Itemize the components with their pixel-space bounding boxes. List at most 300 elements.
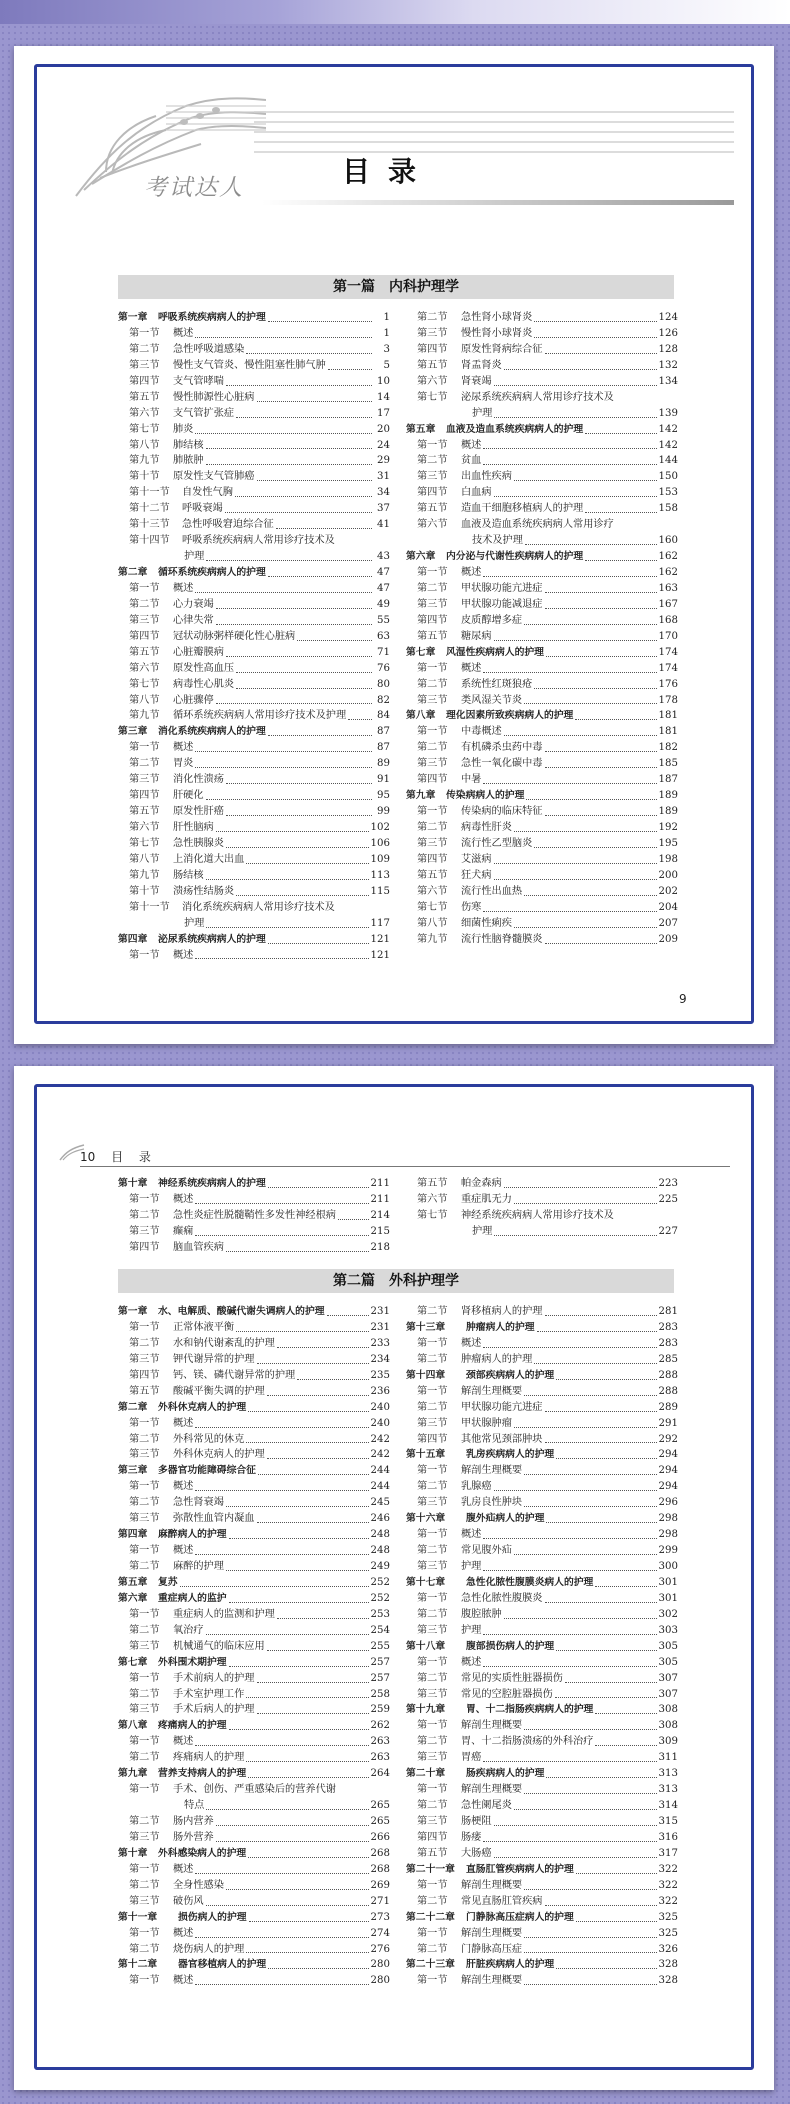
toc-entry-label: 第一节 [129, 1975, 160, 1987]
toc-entry-label: 第三节 [129, 774, 160, 786]
dot-leader [524, 1942, 656, 1954]
toc-entry-label: 第二章 [118, 567, 148, 578]
toc-entry-label: 第七节 [129, 678, 160, 690]
toc-section-entry[interactable] [118, 358, 390, 374]
dot-leader [246, 1687, 368, 1699]
toc-section-entry[interactable] [118, 374, 390, 390]
toc-section-entry[interactable] [118, 390, 390, 406]
dot-leader [206, 1894, 369, 1906]
toc-entry-label: 第十八章 [406, 1640, 446, 1652]
toc-entry-page: 215 [370, 1225, 390, 1237]
toc-entry-title: 脑血管疾病 [173, 1241, 224, 1253]
toc-entry-title: 概述 [173, 1927, 194, 1939]
toc-section-entry[interactable] [118, 677, 390, 693]
toc-section-entry[interactable] [118, 1336, 390, 1352]
toc-section-entry[interactable] [118, 549, 390, 565]
toc-section-entry[interactable] [406, 693, 678, 709]
toc-section-entry[interactable] [118, 1782, 390, 1798]
toc-chapter-entry[interactable] [406, 1320, 678, 1336]
toc-section-entry[interactable] [118, 453, 390, 469]
toc-entry-title: 概述 [173, 1417, 194, 1429]
toc-entry-page: 294 [658, 1481, 678, 1493]
toc-entry-page: 167 [658, 598, 678, 610]
toc-section-entry[interactable] [406, 581, 678, 597]
toc-section-entry[interactable] [118, 1623, 390, 1639]
toc-section-entry[interactable] [118, 772, 390, 788]
toc-section-entry[interactable] [118, 1479, 390, 1495]
toc-section-entry[interactable] [118, 836, 390, 852]
toc-section-entry[interactable] [406, 756, 678, 772]
toc-entry-page: 328 [658, 1959, 678, 1971]
toc-entry-label: 第十四节 [129, 535, 170, 547]
toc-section-entry[interactable] [118, 1224, 390, 1240]
toc-section-entry[interactable] [406, 1336, 678, 1352]
toc-entry-title: 破伤风 [173, 1895, 204, 1907]
toc-section-entry[interactable] [406, 820, 678, 836]
toc-section-entry[interactable] [406, 1495, 678, 1511]
toc-section-entry[interactable] [406, 501, 678, 517]
toc-section-entry[interactable] [406, 1384, 678, 1400]
toc-entry-title: 消化性溃疡 [173, 774, 224, 786]
toc-section-entry[interactable] [118, 326, 390, 342]
toc-section-entry[interactable] [118, 788, 390, 804]
toc-entry-label: 第四节 [129, 630, 160, 642]
toc-section-entry[interactable] [406, 1878, 678, 1894]
toc-entry-title: 急性炎症性脱髓鞘性多发性神经根病 [173, 1209, 336, 1221]
toc-entry-title: 腹腔脓肿 [461, 1608, 502, 1620]
toc-section-entry[interactable] [406, 1479, 678, 1495]
toc-entry-page: 204 [658, 901, 678, 913]
toc-section-entry[interactable] [406, 1830, 678, 1846]
toc-chapter-entry[interactable] [118, 1527, 390, 1543]
toc-entry-label: 第五节 [417, 1847, 448, 1859]
toc-chapter-entry[interactable] [406, 708, 678, 724]
toc-entry-label: 第二节 [417, 1545, 448, 1557]
toc-section-entry[interactable] [406, 1176, 678, 1192]
toc-entry-label: 第三节 [417, 837, 448, 849]
toc-chapter-entry[interactable] [406, 549, 678, 565]
toc-entry-label: 第八节 [417, 917, 448, 929]
toc-section-entry[interactable] [406, 358, 678, 374]
dot-leader [556, 1957, 656, 1969]
toc-entry-title: 手术前病人的护理 [173, 1672, 255, 1684]
toc-section-entry[interactable] [118, 1671, 390, 1687]
toc-chapter-entry[interactable] [406, 1368, 678, 1384]
toc-entry-page: 301 [658, 1576, 678, 1588]
toc-chapter-entry[interactable] [118, 1463, 390, 1479]
dot-leader [514, 1543, 657, 1555]
toc-chapter-entry[interactable] [406, 788, 678, 804]
toc-section-entry[interactable] [118, 852, 390, 868]
toc-section-entry[interactable] [118, 740, 390, 756]
toc-section-entry[interactable] [118, 469, 390, 485]
toc-entry-page: 264 [370, 1768, 390, 1780]
dot-leader [195, 1479, 368, 1491]
toc-section-entry[interactable] [118, 1750, 390, 1766]
toc-section-entry[interactable] [118, 948, 390, 964]
toc-section-entry[interactable] [406, 772, 678, 788]
toc-section-entry[interactable] [118, 422, 390, 438]
toc-section-entry[interactable] [406, 1400, 678, 1416]
toc-section-entry[interactable] [406, 1432, 678, 1448]
toc-section-entry[interactable] [118, 1926, 390, 1942]
toc-section-entry[interactable] [406, 1192, 678, 1208]
dot-leader [545, 581, 657, 593]
toc-section-entry[interactable] [406, 932, 678, 948]
toc-section-entry[interactable] [406, 740, 678, 756]
toc-section-entry[interactable] [406, 453, 678, 469]
toc-section-entry[interactable] [406, 1973, 678, 1989]
toc-section-entry[interactable] [118, 1830, 390, 1846]
toc-chapter-entry[interactable] [118, 1400, 390, 1416]
toc-entry-label: 第一章 [118, 312, 148, 323]
toc-section-entry[interactable] [406, 406, 678, 422]
dot-leader [348, 708, 372, 720]
toc-entry-title: 有机磷杀虫药中毒 [461, 742, 543, 754]
toc-entry-page: 144 [658, 455, 678, 467]
toc-entry-label: 第一节 [417, 1879, 448, 1891]
toc-entry-page: 170 [658, 630, 678, 642]
toc-section-entry[interactable] [118, 613, 390, 629]
toc-entry-label: 第一章 [118, 1306, 148, 1317]
dot-leader [514, 1798, 657, 1810]
toc-section-entry[interactable] [406, 884, 678, 900]
toc-entry-title: 急性化脓性腹膜炎病人的护理 [466, 1576, 594, 1588]
toc-section-entry[interactable] [406, 1591, 678, 1607]
toc-section-entry[interactable] [118, 438, 390, 454]
toc-section-entry[interactable] [118, 868, 390, 884]
toc-entry-label: 第二节 [417, 742, 448, 754]
toc-chapter-entry[interactable] [118, 1591, 390, 1607]
toc-section-entry[interactable] [406, 1607, 678, 1623]
toc-section-entry[interactable] [118, 1862, 390, 1878]
toc-entry-page: 158 [658, 503, 678, 515]
toc-chapter-entry[interactable] [406, 1957, 678, 1973]
toc-entry-title: 胃炎 [173, 758, 194, 770]
toc-section-entry[interactable] [406, 916, 678, 932]
dot-leader [545, 1894, 657, 1906]
toc-section-entry[interactable] [406, 804, 678, 820]
toc-section-entry[interactable] [118, 756, 390, 772]
toc-chapter-entry[interactable] [406, 1511, 678, 1527]
dot-leader [494, 485, 657, 497]
toc-entry-label: 第一节 [129, 1927, 160, 1939]
toc-section-entry[interactable] [406, 1734, 678, 1750]
toc-entry-page: 47 [377, 567, 390, 578]
toc-section-entry[interactable] [118, 1208, 390, 1224]
toc-section-entry[interactable] [406, 1718, 678, 1734]
logo-text: 考试达人 [144, 175, 244, 201]
toc-entry-label: 第三节 [129, 614, 160, 626]
toc-chapter-entry[interactable] [406, 1575, 678, 1591]
toc-entry-page: 34 [377, 487, 390, 499]
toc-section-entry[interactable] [118, 629, 390, 645]
toc-section-entry[interactable] [406, 565, 678, 581]
toc-section-entry[interactable] [118, 1639, 390, 1655]
dot-leader [494, 852, 657, 864]
toc-section-entry[interactable] [406, 1687, 678, 1703]
toc-section-entry[interactable] [118, 406, 390, 422]
toc-entry-page [662, 517, 678, 533]
toc-chapter-entry[interactable] [118, 1575, 390, 1591]
toc-section-entry[interactable] [118, 1384, 390, 1400]
toc-section-entry[interactable] [118, 900, 390, 916]
toc-section-entry[interactable] [406, 677, 678, 693]
dot-leader [494, 374, 657, 386]
toc-section-entry[interactable] [406, 868, 678, 884]
toc-section-entry[interactable] [118, 1942, 390, 1958]
toc-section-entry[interactable] [406, 1846, 678, 1862]
toc-section-entry[interactable] [406, 1926, 678, 1942]
toc-section-entry[interactable] [118, 1798, 390, 1814]
toc-entry-page: 24 [377, 439, 390, 451]
toc-section-entry[interactable] [118, 1416, 390, 1432]
toc-chapter-entry[interactable] [406, 1639, 678, 1655]
toc-entry-title: 肝脏疾病病人的护理 [466, 1959, 555, 1971]
toc-entry-label: 第二十章 [406, 1768, 446, 1780]
toc-chapter-entry[interactable] [118, 1718, 390, 1734]
toc-chapter-entry[interactable] [118, 1910, 390, 1926]
dot-leader [195, 326, 372, 338]
toc-entry-page: 269 [370, 1879, 390, 1891]
toc-entry-title: 艾滋病 [461, 853, 492, 865]
toc-section-entry[interactable] [406, 1416, 678, 1432]
toc-section-entry[interactable] [118, 1240, 390, 1256]
toc-entry-title: 癫痫 [173, 1225, 194, 1237]
toc-section-entry[interactable] [406, 1782, 678, 1798]
toc-section-entry[interactable] [406, 1224, 678, 1240]
toc-entry-title: 概述 [173, 582, 194, 594]
toc-entry-label: 第二节 [417, 1401, 448, 1413]
toc-section-entry[interactable] [118, 1687, 390, 1703]
toc-entry-label: 第二节 [417, 822, 448, 833]
toc-entry-title: 肾衰竭 [461, 375, 492, 387]
toc-chapter-entry[interactable] [406, 1447, 678, 1463]
dot-leader [483, 1559, 656, 1571]
toc-chapter-entry[interactable] [118, 1655, 390, 1671]
toc-entry-title: 外科围术期护理 [158, 1656, 227, 1668]
toc-section-entry[interactable] [406, 326, 678, 342]
toc-section-entry[interactable] [406, 597, 678, 613]
toc-entry-page: 303 [658, 1624, 678, 1636]
toc-chapter-entry[interactable] [406, 645, 678, 661]
dot-leader [595, 1734, 656, 1746]
toc-entry-page: 178 [658, 694, 678, 706]
toc-entry-page: 117 [370, 917, 390, 929]
toc-chapter-entry[interactable] [118, 310, 390, 326]
toc-section-entry[interactable] [118, 501, 390, 517]
dot-leader [229, 1591, 369, 1603]
toc-section-entry[interactable] [118, 485, 390, 501]
toc-entry-title: 甲状腺功能减退症 [461, 598, 543, 610]
toc-entry-page: 211 [370, 1178, 390, 1189]
toc-section-entry[interactable] [406, 469, 678, 485]
toc-section-entry[interactable] [118, 581, 390, 597]
toc-section-entry[interactable] [118, 645, 390, 661]
toc-section-entry[interactable] [118, 342, 390, 358]
toc-section-entry[interactable] [406, 1208, 678, 1224]
toc-chapter-entry[interactable] [406, 422, 678, 438]
toc-section-entry[interactable] [118, 1368, 390, 1384]
toc-entry-page: 71 [377, 646, 390, 658]
toc-section-entry[interactable] [406, 1463, 678, 1479]
toc-entry-page: 296 [658, 1497, 678, 1509]
toc-entry-page: 49 [377, 598, 390, 610]
toc-entry-label: 第一节 [129, 327, 160, 339]
toc-entry-page: 76 [377, 662, 390, 674]
toc-entry-label: 第三节 [417, 1497, 448, 1509]
dot-leader [226, 1878, 369, 1890]
toc-section-entry[interactable] [406, 724, 678, 740]
toc-section-entry[interactable] [406, 342, 678, 358]
dot-leader [524, 1384, 656, 1396]
toc-section-entry[interactable] [406, 661, 678, 677]
toc-entry-title: 支气管哮喘 [173, 375, 224, 387]
dot-leader [195, 1543, 368, 1555]
toc-section-entry[interactable] [118, 1814, 390, 1830]
toc-section-entry[interactable] [406, 1814, 678, 1830]
dot-leader [206, 453, 372, 465]
toc-entry-label: 第三节 [129, 359, 160, 371]
toc-chapter-entry[interactable] [118, 565, 390, 581]
toc-section-entry[interactable] [118, 1894, 390, 1910]
toc-section-entry[interactable] [406, 613, 678, 629]
toc-entry-label: 第一节 [417, 1975, 448, 1987]
toc-section-entry[interactable] [118, 916, 390, 932]
toc-entry-page: 257 [370, 1672, 390, 1684]
toc-entry-page: 309 [658, 1736, 678, 1748]
toc-section-entry[interactable] [118, 1973, 390, 1989]
toc-section-entry[interactable] [118, 517, 390, 533]
toc-section-entry[interactable] [118, 1352, 390, 1368]
toc-section-entry[interactable] [118, 1607, 390, 1623]
toc-section-entry[interactable] [118, 884, 390, 900]
toc-section-entry[interactable] [406, 836, 678, 852]
toc-section-entry[interactable] [406, 629, 678, 645]
toc-entry-title: 重症病人的监护 [158, 1592, 227, 1604]
toc-section-entry[interactable] [406, 374, 678, 390]
page-title: 目录 [342, 155, 435, 188]
toc-entry-page: 80 [377, 678, 390, 690]
toc-section-entry[interactable] [118, 820, 390, 836]
toc-entry-label: 第一节 [129, 1193, 160, 1205]
toc-chapter-entry[interactable] [118, 1957, 390, 1973]
toc-section-entry[interactable] [118, 597, 390, 613]
toc-section-entry[interactable] [406, 900, 678, 916]
toc-section-entry[interactable] [118, 693, 390, 709]
toc-entry-label: 第九节 [129, 455, 160, 467]
toc-entry-page: 102 [370, 822, 390, 833]
dot-leader [524, 613, 656, 625]
toc-section-entry[interactable] [118, 1192, 390, 1208]
toc-section-entry[interactable] [118, 533, 390, 549]
toc-chapter-entry[interactable] [118, 932, 390, 948]
toc-chapter-entry[interactable] [118, 1766, 390, 1782]
toc-section-entry[interactable] [406, 310, 678, 326]
toc-chapter-entry[interactable] [118, 1176, 390, 1192]
toc-entry-label: 第二节 [129, 1879, 160, 1891]
toc-section-entry[interactable] [406, 517, 678, 533]
toc-section-entry[interactable] [118, 1432, 390, 1448]
toc-entry-title: 概述 [173, 1863, 194, 1875]
dot-leader [514, 1416, 657, 1428]
toc-section-entry[interactable] [118, 1702, 390, 1718]
toc-section-entry[interactable] [406, 485, 678, 501]
toc-section-entry[interactable] [118, 1511, 390, 1527]
toc-chapter-entry[interactable] [118, 724, 390, 740]
toc-section-entry[interactable] [406, 533, 678, 549]
toc-section-entry[interactable] [118, 1495, 390, 1511]
toc-section-entry[interactable] [118, 1320, 390, 1336]
toc-entry-label: 第七章 [118, 1656, 148, 1668]
toc-entry-page: 259 [370, 1704, 390, 1716]
toc-entry-label: 第四节 [417, 853, 448, 865]
toc-entry-title: 溃疡性结肠炎 [173, 885, 235, 897]
dot-leader [246, 1432, 368, 1444]
toc-section-entry[interactable] [118, 1734, 390, 1750]
dot-leader [338, 1208, 369, 1220]
toc-section-entry[interactable] [406, 1750, 678, 1766]
toc-section-entry[interactable] [406, 1655, 678, 1671]
toc-entry-title: 循环系统疾病病人常用诊疗技术及护理 [173, 710, 347, 722]
toc-section-entry[interactable] [406, 1671, 678, 1687]
toc-section-entry[interactable] [406, 1304, 678, 1320]
dot-leader [229, 1718, 369, 1730]
toc-section-entry[interactable] [406, 1559, 678, 1575]
toc-section-entry[interactable] [406, 438, 678, 454]
toc-entry-page: 305 [658, 1656, 678, 1668]
dot-leader [545, 342, 657, 354]
toc-entry-title: 乳房良性肿块 [461, 1497, 523, 1509]
toc-entry-title: 正常体液平衡 [173, 1321, 235, 1333]
toc-section-entry[interactable] [118, 804, 390, 820]
toc-chapter-entry[interactable] [118, 1846, 390, 1862]
toc-chapter-entry[interactable] [406, 1862, 678, 1878]
dot-leader [195, 581, 372, 593]
toc-entry-label: 第十六章 [406, 1513, 446, 1525]
toc-entry-title: 概述 [461, 1656, 482, 1668]
toc-section-entry[interactable] [406, 390, 678, 406]
toc-chapter-entry[interactable] [118, 1304, 390, 1320]
toc-section-entry[interactable] [118, 1878, 390, 1894]
toc-section-entry[interactable] [406, 1623, 678, 1639]
toc-section-entry[interactable] [118, 708, 390, 724]
toc-section-entry[interactable] [406, 1527, 678, 1543]
toc-section-entry[interactable] [118, 1559, 390, 1575]
toc-section-entry[interactable] [406, 1942, 678, 1958]
toc-chapter-entry[interactable] [406, 1910, 678, 1926]
toc-section-entry[interactable] [406, 1798, 678, 1814]
toc-entry-title: 烧伤病人的护理 [173, 1943, 245, 1955]
toc-section-entry[interactable] [118, 661, 390, 677]
toc-chapter-entry[interactable] [406, 1766, 678, 1782]
toc-section-entry[interactable] [406, 852, 678, 868]
toc-section-entry[interactable] [118, 1447, 390, 1463]
toc-section-entry[interactable] [406, 1894, 678, 1910]
toc-chapter-entry[interactable] [406, 1702, 678, 1718]
toc-section-entry[interactable] [118, 1543, 390, 1559]
toc-entry-title: 系统性红斑狼疮 [461, 678, 533, 690]
toc-entry-label: 第九节 [417, 933, 448, 945]
toc-entry-label: 第一节 [417, 439, 448, 451]
toc-entry-title: 病毒性肝炎 [461, 822, 512, 833]
toc-entry-title: 中毒概述 [461, 726, 502, 738]
dot-leader [545, 1432, 657, 1444]
toc-section-entry[interactable] [406, 1543, 678, 1559]
toc-section-entry[interactable] [406, 1352, 678, 1368]
dot-leader [585, 422, 656, 434]
toc-entry-page: 17 [377, 407, 390, 419]
